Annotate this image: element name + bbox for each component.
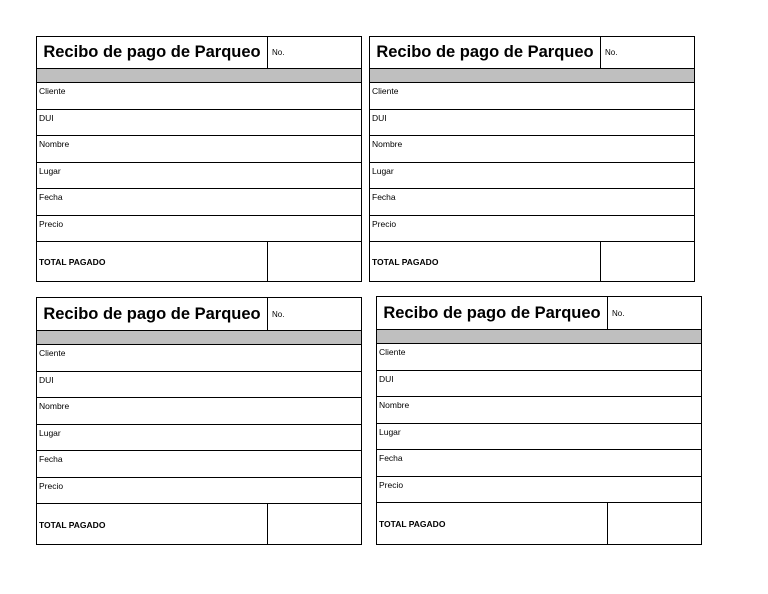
receipt-title: Recibo de pago de Parqueo: [37, 37, 268, 68]
field-fecha[interactable]: Fecha: [37, 451, 361, 478]
header-band: [37, 69, 361, 83]
field-dui[interactable]: DUI: [377, 371, 701, 398]
total-row: [37, 504, 361, 545]
receipt-number-field[interactable]: No.: [272, 48, 285, 57]
field-precio[interactable]: Precio: [370, 216, 694, 243]
field-fecha[interactable]: Fecha: [377, 450, 701, 477]
receipt-4: [376, 296, 702, 545]
receipt-title: Recibo de pago de Parqueo: [377, 297, 608, 329]
field-nombre[interactable]: Nombre: [377, 397, 701, 424]
field-fecha[interactable]: Fecha: [37, 189, 361, 216]
total-row: [370, 242, 694, 281]
receipt-1: [36, 36, 362, 282]
field-dui[interactable]: DUI: [37, 372, 361, 399]
receipt-title: Recibo de pago de Parqueo: [370, 37, 601, 68]
receipt-number-field[interactable]: No.: [272, 309, 285, 319]
field-dui[interactable]: DUI: [37, 110, 361, 137]
receipt-number-field[interactable]: No.: [612, 308, 625, 318]
receipt-header: [370, 37, 694, 69]
receipt-header: [377, 297, 701, 330]
receipt-3: [36, 297, 362, 545]
field-lugar[interactable]: Lugar: [37, 163, 361, 190]
total-label: TOTAL PAGADO: [37, 242, 268, 281]
field-nombre[interactable]: Nombre: [37, 136, 361, 163]
receipt-number-field[interactable]: No.: [605, 48, 618, 57]
total-amount-box[interactable]: [601, 242, 694, 281]
field-precio[interactable]: Precio: [377, 477, 701, 504]
total-amount-box[interactable]: [268, 242, 361, 281]
total-amount-box[interactable]: [608, 503, 701, 545]
total-label: TOTAL PAGADO: [377, 503, 608, 545]
total-amount-box[interactable]: [268, 504, 361, 545]
total-label: TOTAL PAGADO: [370, 242, 601, 281]
field-lugar[interactable]: Lugar: [370, 163, 694, 190]
field-cliente[interactable]: Cliente: [370, 83, 694, 110]
field-cliente[interactable]: Cliente: [37, 345, 361, 372]
total-label: TOTAL PAGADO: [37, 504, 268, 545]
field-cliente[interactable]: Cliente: [37, 83, 361, 110]
field-precio[interactable]: Precio: [37, 216, 361, 243]
field-cliente[interactable]: Cliente: [377, 344, 701, 371]
receipt-title: Recibo de pago de Parqueo: [37, 298, 268, 330]
total-row: [377, 503, 701, 545]
receipt-2: [369, 36, 695, 282]
receipt-header: [37, 298, 361, 331]
field-nombre[interactable]: Nombre: [370, 136, 694, 163]
field-precio[interactable]: Precio: [37, 478, 361, 505]
field-dui[interactable]: DUI: [370, 110, 694, 137]
field-lugar[interactable]: Lugar: [37, 425, 361, 452]
field-nombre[interactable]: Nombre: [37, 398, 361, 425]
header-band: [370, 69, 694, 83]
field-fecha[interactable]: Fecha: [370, 189, 694, 216]
field-lugar[interactable]: Lugar: [377, 424, 701, 451]
header-band: [37, 331, 361, 345]
header-band: [377, 330, 701, 344]
total-row: [37, 242, 361, 281]
receipt-header: [37, 37, 361, 69]
